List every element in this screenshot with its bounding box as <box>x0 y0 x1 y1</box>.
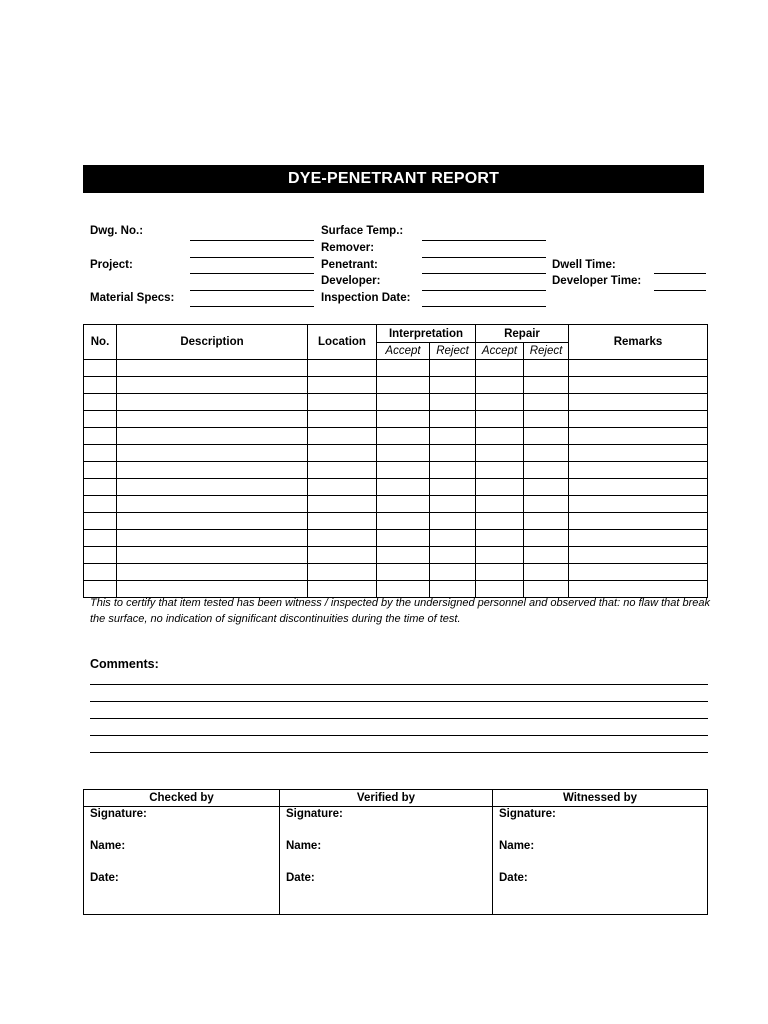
table-cell[interactable] <box>377 377 430 394</box>
table-row <box>84 428 708 445</box>
table-cell[interactable] <box>524 360 569 377</box>
developer-field[interactable] <box>422 290 546 291</box>
table-cell[interactable] <box>524 513 569 530</box>
table-cell[interactable] <box>117 496 308 513</box>
material-specs-field[interactable] <box>190 306 314 307</box>
table-cell[interactable] <box>430 479 476 496</box>
remover-label: Remover: <box>321 242 375 254</box>
table-cell[interactable] <box>377 462 430 479</box>
table-cell[interactable] <box>117 377 308 394</box>
table-cell[interactable] <box>84 360 117 377</box>
table-cell[interactable] <box>84 530 117 547</box>
table-cell[interactable] <box>569 564 708 581</box>
project-field[interactable] <box>190 273 314 274</box>
inspection-table-body <box>84 360 708 598</box>
signature-label: Signature: <box>286 808 343 820</box>
header-description: Description <box>117 325 308 360</box>
table-cell[interactable] <box>524 377 569 394</box>
date-label: Date: <box>286 872 315 884</box>
header-interpretation: Interpretation <box>377 325 476 343</box>
remover-field[interactable] <box>422 257 546 258</box>
table-cell[interactable] <box>84 394 117 411</box>
inspection-date-field[interactable] <box>422 306 546 307</box>
table-cell[interactable] <box>569 547 708 564</box>
table-cell[interactable] <box>117 513 308 530</box>
table-cell[interactable] <box>117 479 308 496</box>
table-cell[interactable] <box>377 479 430 496</box>
table-cell[interactable] <box>476 411 524 428</box>
witnessed-by-cell[interactable] <box>493 807 708 915</box>
project-label: Project: <box>90 259 133 271</box>
table-cell[interactable] <box>117 530 308 547</box>
comment-line[interactable] <box>90 718 708 719</box>
inspection-table <box>83 324 708 598</box>
table-cell[interactable] <box>377 411 430 428</box>
table-cell[interactable] <box>569 496 708 513</box>
table-cell[interactable] <box>308 445 377 462</box>
table-cell[interactable] <box>84 462 117 479</box>
table-cell[interactable] <box>308 411 377 428</box>
table-cell[interactable] <box>430 445 476 462</box>
header-remarks: Remarks <box>569 325 708 360</box>
table-cell[interactable] <box>117 445 308 462</box>
table-cell[interactable] <box>569 360 708 377</box>
header-repair: Repair <box>476 325 569 343</box>
signature-label: Signature: <box>90 808 147 820</box>
table-cell[interactable] <box>377 445 430 462</box>
header-repair-reject: Reject <box>524 343 569 360</box>
table-cell[interactable] <box>524 445 569 462</box>
surface-temp-label: Surface Temp.: <box>321 225 404 237</box>
table-cell[interactable] <box>524 428 569 445</box>
table-cell[interactable] <box>430 411 476 428</box>
table-cell[interactable] <box>117 547 308 564</box>
header-interpretation-accept: Accept <box>377 343 430 360</box>
table-row <box>84 394 708 411</box>
table-cell[interactable] <box>430 513 476 530</box>
table-cell[interactable] <box>430 428 476 445</box>
dwg-no-label: Dwg. No.: <box>90 225 144 237</box>
table-row <box>84 445 708 462</box>
table-cell[interactable] <box>84 445 117 462</box>
verified-by-cell[interactable] <box>280 807 493 915</box>
table-row <box>84 530 708 547</box>
table-cell[interactable] <box>308 479 377 496</box>
table-cell[interactable] <box>117 462 308 479</box>
developer-label: Developer: <box>321 275 381 287</box>
table-cell[interactable] <box>377 547 430 564</box>
header-interpretation-reject: Reject <box>430 343 476 360</box>
name-label: Name: <box>90 840 126 852</box>
table-cell[interactable] <box>524 462 569 479</box>
certification-statement: This to certify that item tested has been witness / inspected by the undersigned personnel and observed that: no flaw that break the surface, no indication of significant discontinuities during the time of test. <box>90 597 711 625</box>
table-cell[interactable] <box>430 360 476 377</box>
signoff-table <box>83 789 708 915</box>
table-cell[interactable] <box>308 496 377 513</box>
table-cell[interactable] <box>524 411 569 428</box>
witnessed-by-header: Witnessed by <box>493 790 708 807</box>
table-cell[interactable] <box>377 428 430 445</box>
date-label: Date: <box>90 872 119 884</box>
table-cell[interactable] <box>476 394 524 411</box>
table-cell[interactable] <box>476 513 524 530</box>
table-cell[interactable] <box>377 513 430 530</box>
comment-line[interactable] <box>90 735 708 736</box>
header-location: Location <box>308 325 377 360</box>
developer-time-field[interactable] <box>654 290 706 291</box>
header-repair-accept: Accept <box>476 343 524 360</box>
checked-by-cell[interactable] <box>84 807 280 915</box>
comments-label: Comments: <box>90 657 159 671</box>
table-cell[interactable] <box>430 496 476 513</box>
table-row <box>84 462 708 479</box>
table-cell[interactable] <box>524 564 569 581</box>
comment-line[interactable] <box>90 684 708 685</box>
table-cell[interactable] <box>84 564 117 581</box>
table-cell[interactable] <box>117 428 308 445</box>
signature-label: Signature: <box>499 808 556 820</box>
table-row <box>84 479 708 496</box>
table-cell[interactable] <box>117 411 308 428</box>
table-cell[interactable] <box>430 394 476 411</box>
developer-time-label: Developer Time: <box>552 275 642 287</box>
table-cell[interactable] <box>569 445 708 462</box>
dwell-time-field[interactable] <box>654 273 706 274</box>
table-cell[interactable] <box>377 394 430 411</box>
table-row <box>84 360 708 377</box>
inspection-date-label: Inspection Date: <box>321 292 411 304</box>
table-cell[interactable] <box>308 462 377 479</box>
table-cell[interactable] <box>476 547 524 564</box>
table-cell[interactable] <box>569 530 708 547</box>
penetrant-field[interactable] <box>422 273 546 274</box>
table-cell[interactable] <box>377 530 430 547</box>
table-cell[interactable] <box>524 394 569 411</box>
report-title: DYE-PENETRANT REPORT <box>83 165 704 193</box>
table-cell[interactable] <box>84 377 117 394</box>
table-cell[interactable] <box>84 513 117 530</box>
table-cell[interactable] <box>569 462 708 479</box>
table-cell[interactable] <box>476 377 524 394</box>
table-cell[interactable] <box>430 564 476 581</box>
penetrant-label: Penetrant: <box>321 259 378 271</box>
table-cell[interactable] <box>117 564 308 581</box>
dwell-time-label: Dwell Time: <box>552 259 616 271</box>
dwg-no-field[interactable] <box>190 240 314 241</box>
table-cell[interactable] <box>476 479 524 496</box>
table-cell[interactable] <box>569 428 708 445</box>
table-row <box>84 377 708 394</box>
table-cell[interactable] <box>308 394 377 411</box>
table-cell[interactable] <box>524 530 569 547</box>
surface-temp-field[interactable] <box>422 240 546 241</box>
table-cell[interactable] <box>117 394 308 411</box>
table-cell[interactable] <box>377 564 430 581</box>
table-cell[interactable] <box>569 377 708 394</box>
table-cell[interactable] <box>524 547 569 564</box>
date-label: Date: <box>499 872 528 884</box>
table-cell[interactable] <box>308 428 377 445</box>
name-label: Name: <box>286 840 322 852</box>
table-cell[interactable] <box>524 496 569 513</box>
table-cell[interactable] <box>476 462 524 479</box>
table-cell[interactable] <box>308 513 377 530</box>
dwg-no-field-2[interactable] <box>190 257 314 258</box>
table-cell[interactable] <box>308 547 377 564</box>
table-cell[interactable] <box>308 564 377 581</box>
table-cell[interactable] <box>84 428 117 445</box>
table-cell[interactable] <box>524 479 569 496</box>
table-row <box>84 564 708 581</box>
project-field-2[interactable] <box>190 290 314 291</box>
table-cell[interactable] <box>569 479 708 496</box>
table-cell[interactable] <box>377 496 430 513</box>
table-cell[interactable] <box>476 496 524 513</box>
table-row <box>84 496 708 513</box>
checked-by-header: Checked by <box>84 790 280 807</box>
table-cell[interactable] <box>117 360 308 377</box>
table-cell[interactable] <box>430 377 476 394</box>
table-cell[interactable] <box>84 479 117 496</box>
verified-by-header: Verified by <box>280 790 493 807</box>
table-cell[interactable] <box>430 530 476 547</box>
table-cell[interactable] <box>430 462 476 479</box>
table-cell[interactable] <box>430 547 476 564</box>
table-cell[interactable] <box>84 547 117 564</box>
table-cell[interactable] <box>569 394 708 411</box>
table-row <box>84 513 708 530</box>
table-row <box>84 547 708 564</box>
table-cell[interactable] <box>377 360 430 377</box>
table-cell[interactable] <box>476 530 524 547</box>
name-label: Name: <box>499 840 535 852</box>
table-cell[interactable] <box>569 513 708 530</box>
table-cell[interactable] <box>476 360 524 377</box>
table-cell[interactable] <box>84 411 117 428</box>
table-cell[interactable] <box>476 428 524 445</box>
material-specs-label: Material Specs: <box>90 292 175 304</box>
table-cell[interactable] <box>308 377 377 394</box>
comment-line[interactable] <box>90 701 708 702</box>
table-cell[interactable] <box>308 360 377 377</box>
table-cell[interactable] <box>569 411 708 428</box>
comment-line[interactable] <box>90 752 708 753</box>
header-no: No. <box>84 325 117 360</box>
table-row <box>84 411 708 428</box>
table-cell[interactable] <box>308 530 377 547</box>
table-cell[interactable] <box>476 445 524 462</box>
table-cell[interactable] <box>476 564 524 581</box>
table-cell[interactable] <box>84 496 117 513</box>
